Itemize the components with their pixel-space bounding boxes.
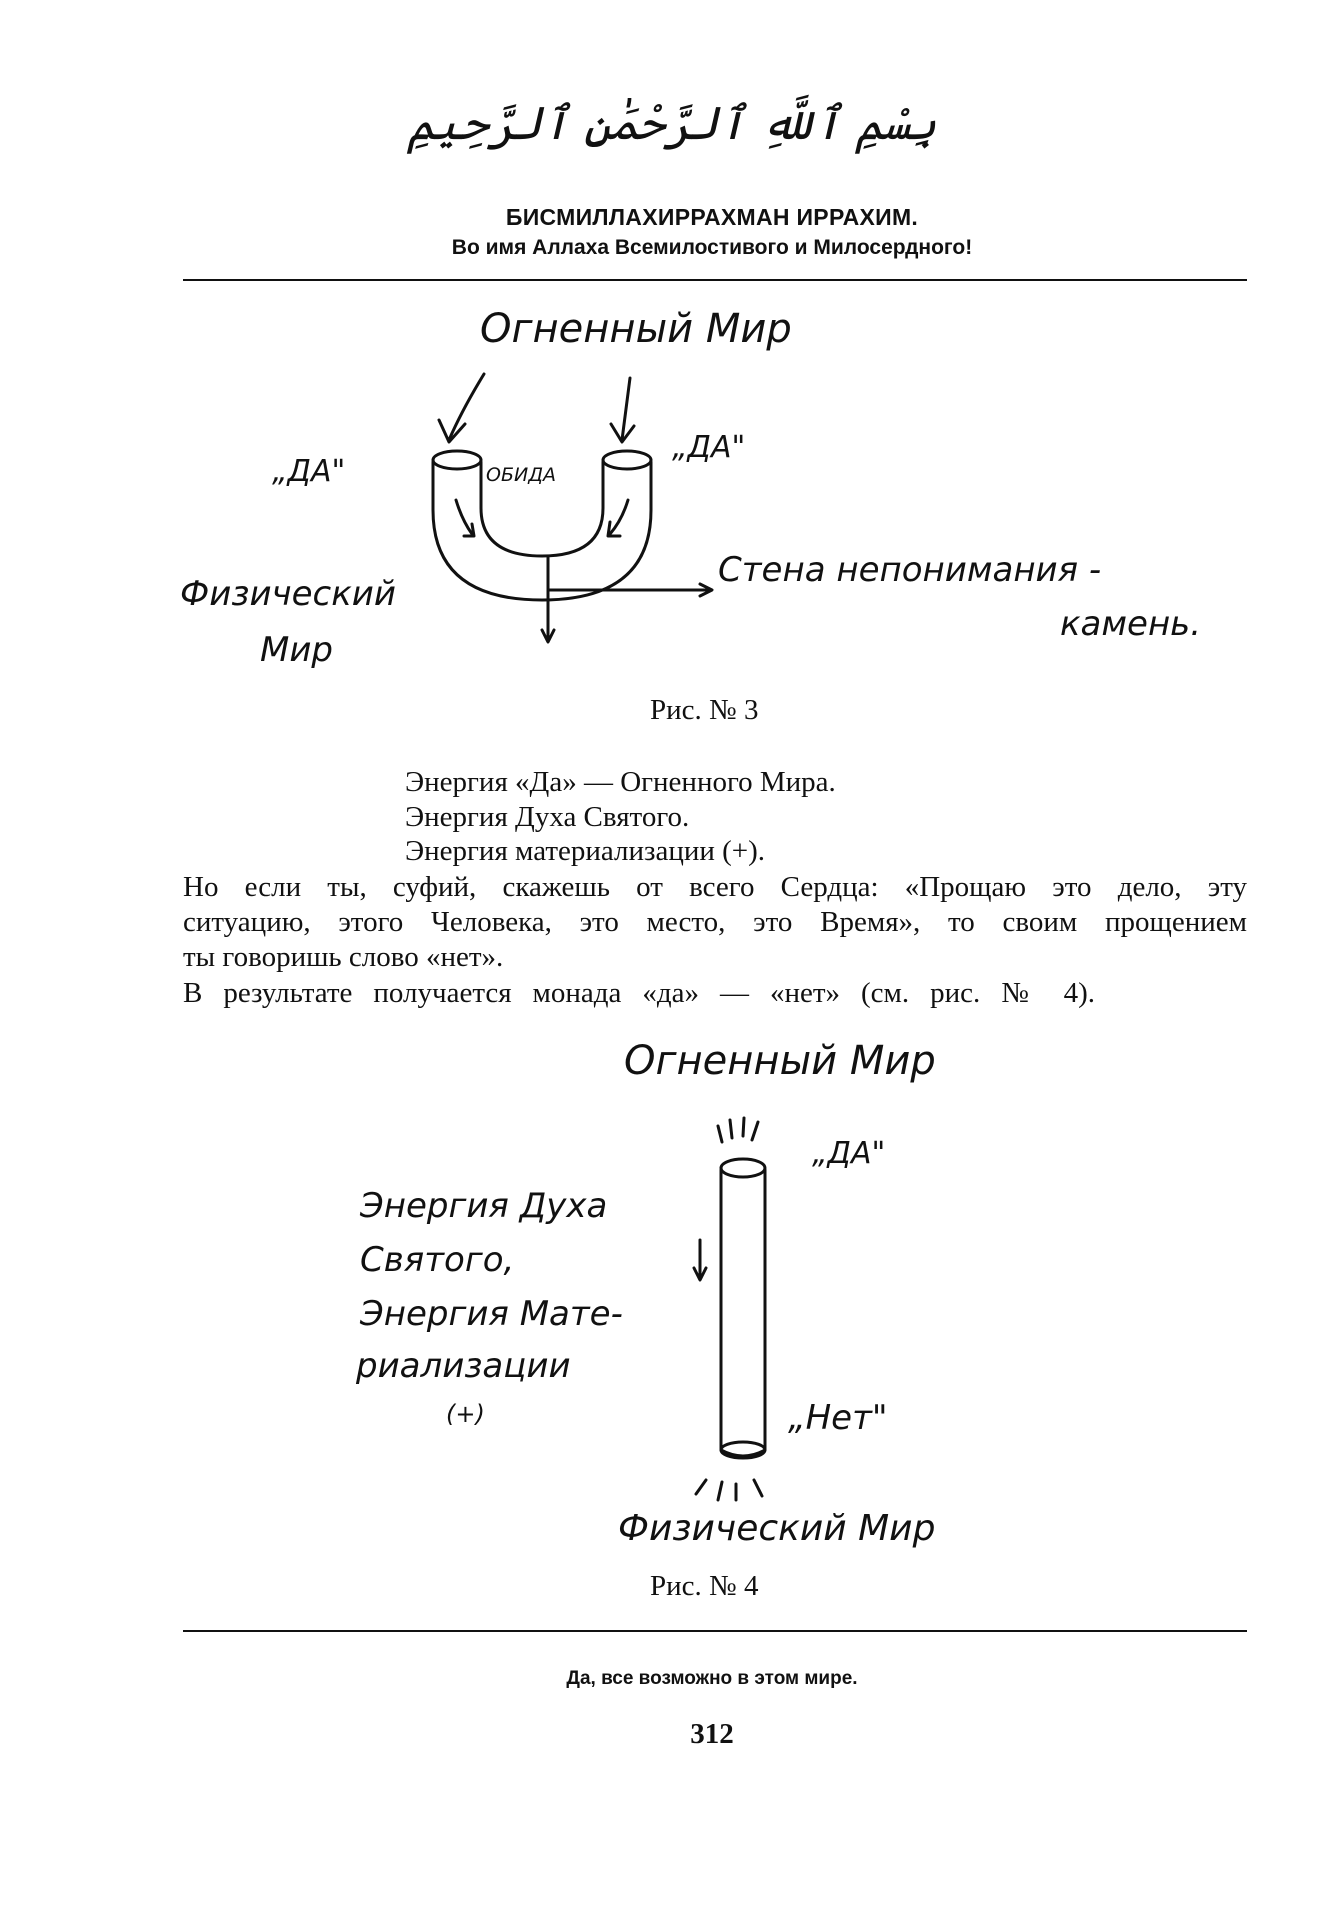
- text-line-1: Энергия «Да» — Огненного Мира.: [405, 766, 836, 798]
- arrowhead-left: [439, 420, 465, 442]
- fig3-wall-line2: камень.: [1060, 604, 1202, 644]
- footer-motto: Да, все возможно в этом мире.: [566, 1668, 858, 1689]
- fig3-caption: Рис. № 3: [650, 694, 759, 726]
- fig4-energy-line-2: Святого,: [360, 1240, 515, 1280]
- paragraph-2: В результате получается монада «да» — «нет» (см. рис. № 4).: [183, 977, 1095, 1009]
- fig3-yes-left: „ДА": [272, 454, 346, 489]
- footer-rule: [183, 1630, 1247, 1632]
- vertical-tube: [721, 1170, 765, 1456]
- fig4-no: „Нет": [788, 1398, 888, 1438]
- tube-top-opening: [721, 1159, 765, 1177]
- paragraph-1-line-3: ты говоришь слово «нет».: [183, 941, 504, 973]
- header-rule: [183, 279, 1247, 281]
- fig3-offense-label: ОБИДА: [486, 464, 557, 486]
- fig4-title-fiery-world: Огненный Мир: [624, 1038, 936, 1084]
- fig4-energy-line-4: риализации: [356, 1346, 571, 1386]
- fig4-physical-world: Физический Мир: [618, 1508, 936, 1549]
- arrow-right-down: [622, 378, 630, 440]
- fig3-wall-line1: Стена непонимания -: [718, 550, 1102, 590]
- fig3-physical-world-1: Физический: [180, 574, 396, 614]
- text-line-3: Энергия материализации (+).: [405, 835, 766, 867]
- fig4-yes: „ДА": [812, 1136, 886, 1171]
- fig3-title-fiery-world: Огненный Мир: [480, 306, 792, 352]
- fig4-caption: Рис. № 4: [650, 1570, 759, 1602]
- page-number: 312: [690, 1718, 734, 1750]
- text-line-2: Энергия Духа Святого.: [405, 801, 690, 833]
- fig4-energy-line-3: Энергия Мате-: [360, 1294, 623, 1334]
- fig4-energy-line-5: (+): [446, 1400, 485, 1428]
- basmala-translation: Во имя Аллаха Всемилостивого и Милосердного!: [451, 236, 973, 259]
- fig3-yes-right: „ДА": [672, 430, 746, 465]
- tube-right-opening: [603, 451, 651, 469]
- fig3-physical-world-2: Мир: [260, 630, 334, 670]
- basmala-transliteration: БИСМИЛЛАХИРРАХМАН ИРРАХИМ.: [505, 204, 919, 230]
- paragraph-1-line-1: Но если ты, суфий, скажешь от всего Сердца: «Прощаю это дело, эту: [183, 871, 1247, 903]
- paragraph-1-line-2: ситуацию, этого Человека, это место, это Время», то своим прощением: [183, 906, 1247, 938]
- arrow-left-down: [449, 374, 484, 440]
- tube-left-opening: [433, 451, 481, 469]
- arrowhead-right: [611, 424, 634, 442]
- arabic-basmala: بِسْمِ ٱللَّهِ ٱلرَّحْمَٰنِ ٱلرَّحِيمِ: [407, 96, 937, 150]
- fig4-energy-line-1: Энергия Духа: [360, 1186, 608, 1226]
